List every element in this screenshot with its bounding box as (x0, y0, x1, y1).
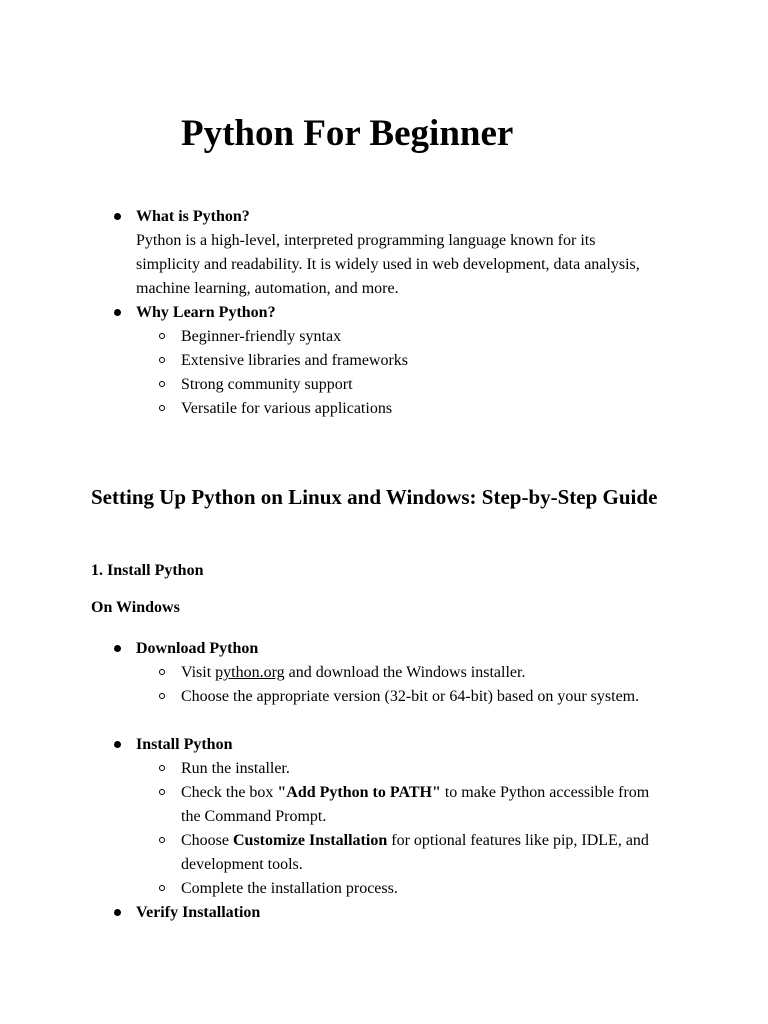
list-item-install-python (136, 733, 696, 757)
bullet-dot-icon (114, 213, 121, 220)
what-is-python-body: Python is a high-level, interpreted programming language known for its simplicity and readability. It is widely used in web development, data analysis, machine learning, automation, and more. (136, 232, 640, 297)
bullet-dot-icon (114, 741, 121, 748)
check-box-prefix: Check the box (181, 784, 274, 801)
why-item-label: Strong community support (181, 376, 353, 393)
list-subitem (181, 685, 651, 709)
list-subitem (181, 349, 681, 373)
section-heading-setup: Setting Up Python on Linux and Windows: Step-by-Step Guide (91, 485, 658, 509)
add-to-path-label: "Add Python to PATH" (277, 784, 441, 801)
bullet-dot-icon (114, 909, 121, 916)
verify-heading: Verify Installation (136, 904, 261, 921)
bullet-circle-icon (159, 357, 165, 363)
install-heading: Install Python (136, 736, 233, 753)
list-subitem (181, 397, 681, 421)
bullet-dot-icon (114, 645, 121, 652)
step-heading: 1. Install Python (91, 562, 204, 579)
why-learn-heading: Why Learn Python? (136, 304, 276, 321)
choose-version-text: Choose the appropriate version (32-bit or 64-bit) based on your system. (181, 688, 640, 705)
list-subitem (181, 829, 681, 877)
complete-install-text: Complete the installation process. (181, 880, 398, 897)
list-subitem (181, 877, 681, 901)
list-item-what-is-python (136, 205, 696, 301)
bullet-circle-icon (159, 669, 165, 675)
list-subitem (181, 757, 681, 781)
visit-prefix: Visit (181, 664, 212, 681)
bullet-dot-icon (114, 309, 121, 316)
bullet-circle-icon (159, 885, 165, 891)
list-item-verify-installation (136, 901, 696, 925)
bullet-circle-icon (159, 381, 165, 387)
bullet-circle-icon (159, 837, 165, 843)
list-item-download-python (136, 637, 696, 661)
python-org-link[interactable]: python.org (215, 664, 285, 681)
bullet-circle-icon (159, 405, 165, 411)
choose-suffix: for optional features like pip, IDLE, and development tools. (181, 832, 649, 873)
bullet-circle-icon (159, 333, 165, 339)
why-item-label: Beginner-friendly syntax (181, 328, 342, 345)
why-item-label: Extensive libraries and frameworks (181, 352, 409, 369)
check-box-suffix: to make Python accessible from the Command Prompt. (181, 784, 650, 825)
bullet-circle-icon (159, 765, 165, 771)
run-installer-text: Run the installer. (181, 760, 290, 777)
what-is-python-heading: What is Python? (136, 208, 250, 225)
platform-heading: On Windows (91, 599, 180, 616)
download-heading: Download Python (136, 640, 259, 657)
page-title: Python For Beginner (181, 113, 514, 154)
why-item-label: Versatile for various applications (181, 400, 393, 417)
visit-suffix: and download the Windows installer. (288, 664, 526, 681)
list-subitem (181, 325, 681, 349)
bullet-circle-icon (159, 693, 165, 699)
list-subitem (181, 661, 681, 685)
customize-installation-label: Customize Installation (233, 832, 388, 849)
bullet-circle-icon (159, 789, 165, 795)
choose-prefix: Choose (181, 832, 229, 849)
list-item-why-learn-python (136, 301, 696, 325)
list-subitem (181, 373, 681, 397)
list-subitem (181, 781, 671, 829)
